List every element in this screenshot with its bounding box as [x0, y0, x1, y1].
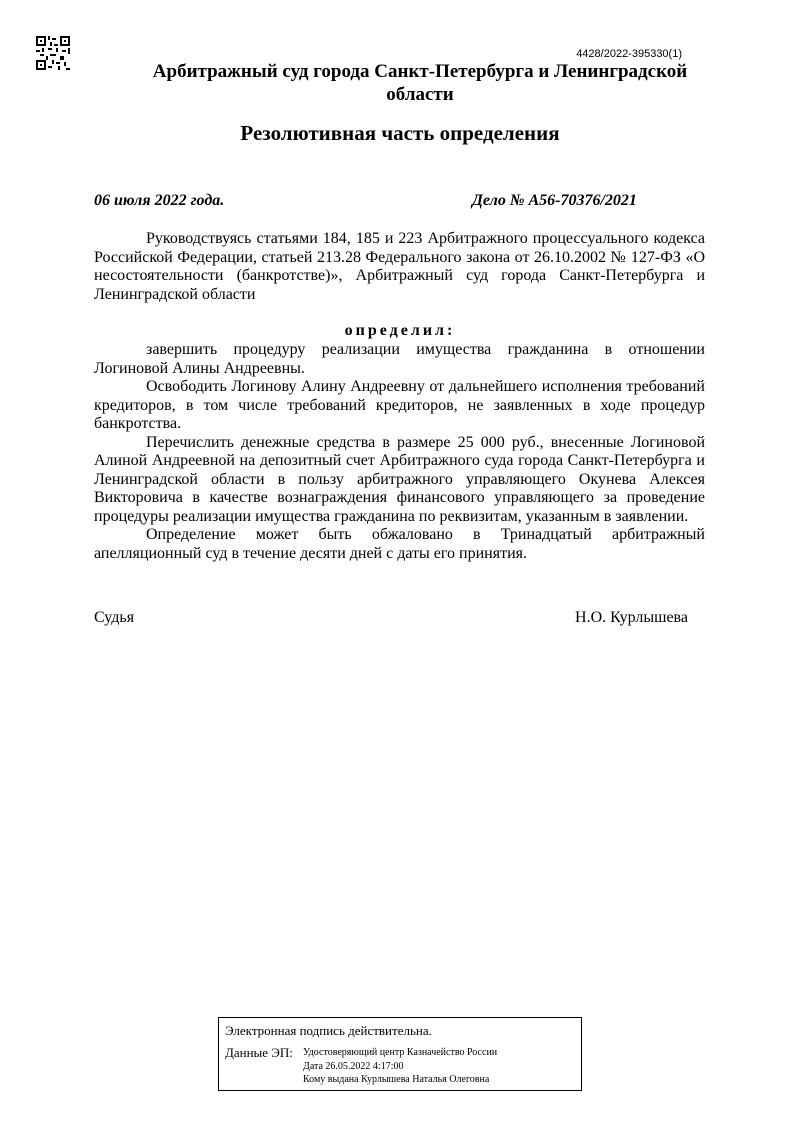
- ruling-paragraph: завершить процедуру реализации имущества гражданина в отношении Логиновой Алины Андреевны.: [94, 341, 705, 377]
- ruling-block: [94, 341, 705, 563]
- document-number: 4428/2022-395330(1): [576, 48, 682, 60]
- ruling-paragraph: Освободить Логинову Алину Андреевну от дальнейшего исполнения требований кредиторов, в том числе требований кредиторов, не заявленных в ходе процедур банкротства.: [94, 378, 705, 432]
- court-name-line2: области: [386, 84, 454, 105]
- intro-block: [94, 230, 705, 304]
- decided-heading: определил:: [344, 322, 456, 339]
- judge-label: Судья: [94, 609, 135, 626]
- electronic-signature-box: [218, 1017, 582, 1091]
- qr-code: [36, 36, 70, 70]
- signature-details: [303, 1046, 497, 1087]
- decision-date: 06 июля 2022 года.: [94, 192, 225, 209]
- case-number: Дело № А56-70376/2021: [472, 192, 637, 209]
- ruling-paragraph: Определение может быть обжаловано в Тринадцатый арбитражный апелляционный суд в течение десяти дней с даты его принятия.: [94, 526, 705, 562]
- ruling-paragraph: Перечислить денежные средства в размере 25 000 руб., внесенные Логиновой Алиной Андреевной на депозитный счет Арбитражного суда города Санкт-Петербурга и Ленинградской области в пользу арбитражного управляющего Окунева Алексея Викторовича в качестве вознаграждения финансового управляющего за проведение процедуры реализации имущества гражданина по реквизитам, указанным в заявлении.: [94, 433, 705, 525]
- signature-date: Дата 26.05.2022 4:17:00: [303, 1060, 404, 1072]
- page-title: Резолютивная часть определения: [240, 121, 560, 145]
- signature-data-label: Данные ЭП:: [225, 1045, 293, 1060]
- court-name: [120, 60, 720, 106]
- judge-name: Н.О. Курлышева: [575, 609, 688, 626]
- signature-issued-to: Кому выдана Курлышева Наталья Олеговна: [303, 1074, 490, 1085]
- signature-valid-text: Электронная подпись действительна.: [225, 1023, 432, 1038]
- intro-paragraph: Руководствуясь статьями 184, 185 и 223 Арбитражного процессуального кодекса Российской Федерации, статьей 213.28 Федерального закона от 26.10.2002 № 127-ФЗ «О несостоятельности (банкротстве)», Арбитражный суд города Санкт-Петербурга и Ленинградской области: [94, 230, 705, 303]
- court-name-line1: Арбитражный суд города Санкт-Петербурга и Ленинградской: [152, 61, 688, 82]
- signature-issuer: Удостоверяющий центр Казначейство России: [303, 1047, 498, 1058]
